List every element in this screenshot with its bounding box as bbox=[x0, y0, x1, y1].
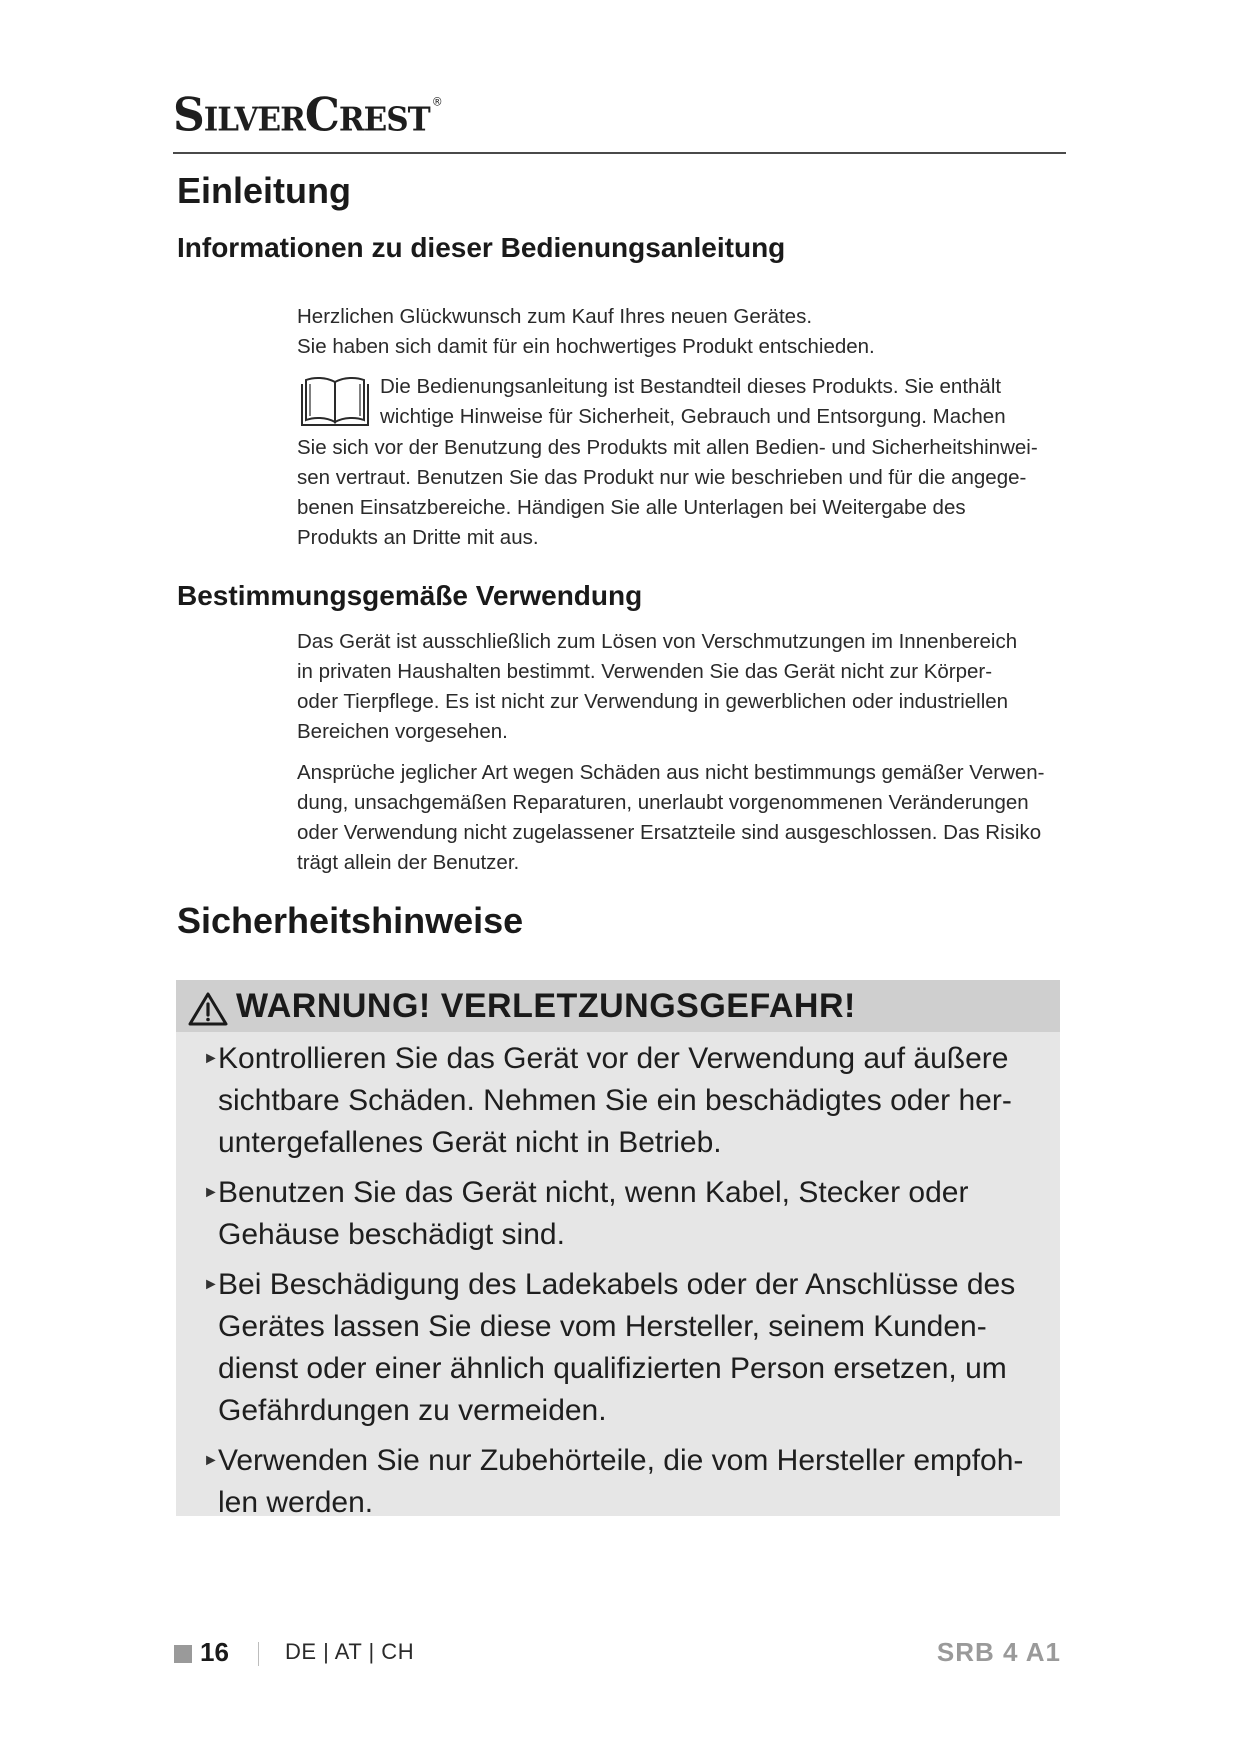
text-line: oder Verwendung nicht zugelassener Ersatzteile sind ausgeschlossen. Das Risiko bbox=[297, 821, 1042, 844]
text-line: Gefährdungen zu vermeiden. bbox=[218, 1394, 607, 1427]
book-icon bbox=[300, 374, 370, 428]
text-line: Verwenden Sie nur Zubehörteile, die vom Hersteller empfoh- bbox=[218, 1444, 1024, 1477]
text-line: dienst oder einer ähnlich qualifizierten Person ersetzen, um bbox=[218, 1352, 1007, 1385]
list-item bbox=[203, 1264, 1065, 1432]
text-line: len werden. bbox=[218, 1486, 374, 1519]
header-divider bbox=[173, 152, 1066, 154]
text-line: benen Einsatzbereiche. Händigen Sie alle Unterlagen bei Weitergabe des bbox=[297, 496, 966, 519]
text-line: dung, unsachgemäßen Reparaturen, unerlaubt vorgenommenen Veränderungen bbox=[297, 791, 1029, 814]
text-line: trägt allein der Benutzer. bbox=[297, 851, 520, 874]
text-line: wichtige Hinweise für Sicherheit, Gebrauch und Entsorgung. Machen bbox=[380, 405, 1006, 428]
text-line: Das Gerät ist ausschließlich zum Lösen von Verschmutzungen im Innenbereich bbox=[297, 630, 1018, 653]
intended-use-paragraph-1 bbox=[297, 627, 1077, 747]
text-line: Ansprüche jeglicher Art wegen Schäden aus nicht bestimmungs gemäßer Verwen- bbox=[297, 761, 1045, 784]
bullet-arrow-icon: ► bbox=[203, 1276, 219, 1293]
text-line: Sie haben sich damit für ein hochwertiges Produkt entschieden. bbox=[297, 335, 875, 358]
text-line: Kontrollieren Sie das Gerät vor der Verwendung auf äußere bbox=[218, 1042, 1009, 1075]
footer-languages: DE | AT | CH bbox=[285, 1639, 415, 1664]
list-item bbox=[203, 1440, 1065, 1524]
subsection-title-info: Informationen zu dieser Bedienungsanleitung bbox=[177, 232, 786, 263]
text-line: Herzlichen Glückwunsch zum Kauf Ihres neuen Gerätes. bbox=[297, 305, 813, 328]
section-title-safety: Sicherheitshinweise bbox=[177, 900, 524, 941]
intended-use-paragraph-2 bbox=[297, 758, 1097, 878]
warning-triangle-icon bbox=[188, 992, 228, 1026]
model-number: SRB 4 A1 bbox=[936, 1637, 1061, 1667]
text-line: Bei Beschädigung des Ladekabels oder der Anschlüsse des bbox=[218, 1268, 1016, 1301]
section-title-einleitung: Einleitung bbox=[177, 170, 351, 211]
text-line: Produkts an Dritte mit aus. bbox=[297, 526, 539, 549]
text-line: Gerätes lassen Sie diese vom Hersteller, seinem Kunden- bbox=[218, 1310, 987, 1343]
footer-square-icon bbox=[174, 1645, 192, 1663]
warning-title: WARNUNG! VERLETZUNGSGEFAHR! bbox=[236, 987, 856, 1025]
logo-text: SilverCrest bbox=[173, 88, 430, 143]
text-line: sichtbare Schäden. Nehmen Sie ein beschädigtes oder her- bbox=[218, 1084, 1012, 1117]
bullet-arrow-icon: ► bbox=[203, 1184, 219, 1201]
bullet-arrow-icon: ► bbox=[203, 1050, 219, 1067]
subsection-title-use: Bestimmungsgemäße Verwendung bbox=[177, 580, 643, 611]
list-item bbox=[203, 1038, 1065, 1164]
text-line: Benutzen Sie das Gerät nicht, wenn Kabel, Stecker oder bbox=[218, 1176, 969, 1209]
page-number: 16 bbox=[200, 1637, 229, 1667]
text-line: untergefallenes Gerät nicht in Betrieb. bbox=[218, 1126, 722, 1159]
text-line: Bereichen vorgesehen. bbox=[297, 720, 508, 743]
footer-divider bbox=[258, 1642, 259, 1666]
text-line: Gehäuse beschädigt sind. bbox=[218, 1218, 565, 1251]
bullet-arrow-icon: ► bbox=[203, 1452, 219, 1469]
text-line: Sie sich vor der Benutzung des Produkts mit allen Bedien- und Sicherheitshinwei- bbox=[297, 436, 1038, 459]
list-item bbox=[203, 1172, 1065, 1256]
text-line: sen vertraut. Benutzen Sie das Produkt nur wie beschrieben und für die angege- bbox=[297, 466, 1027, 489]
brand-logo bbox=[173, 89, 442, 143]
text-line: Die Bedienungsanleitung ist Bestandteil dieses Produkts. Sie enthält bbox=[380, 375, 1002, 398]
text-line: in privaten Haushalten bestimmt. Verwenden Sie das Gerät nicht zur Körper- bbox=[297, 660, 993, 683]
manual-paragraph-rest bbox=[297, 433, 1077, 553]
warning-list bbox=[203, 1038, 1065, 1532]
registered-mark: ® bbox=[431, 95, 442, 109]
intro-paragraph bbox=[297, 302, 1077, 362]
text-line: oder Tierpflege. Es ist nicht zur Verwendung in gewerblichen oder industriellen bbox=[297, 690, 1009, 713]
manual-paragraph-top bbox=[380, 372, 1080, 432]
